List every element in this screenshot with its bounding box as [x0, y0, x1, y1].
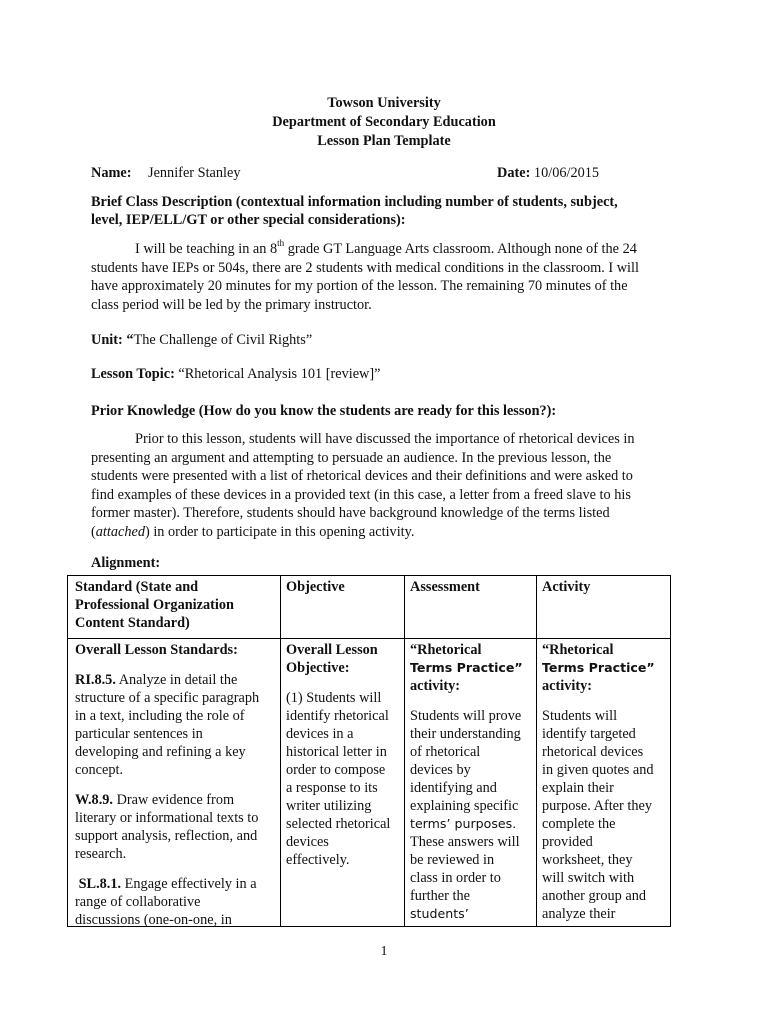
standard-line: range of collaborative	[75, 894, 201, 910]
class-description-heading-1: Brief Class Description (contextual information including number of students, subject,	[91, 194, 618, 210]
activity-line: another group and	[542, 888, 647, 904]
standard-code: W.8.9.	[75, 792, 114, 808]
class-description-line: class period will be led by the primary instructor.	[91, 296, 372, 313]
header-standard-line: Professional Organization	[75, 597, 234, 613]
class-description-text: grade GT Language Arts classroom. Although none of the 24	[284, 241, 637, 257]
standard-w	[75, 791, 277, 809]
alignment-label: Alignment:	[91, 555, 161, 571]
objective-title: Objective:	[286, 660, 350, 676]
standard-line: research.	[75, 846, 127, 862]
assessment-line: explaining specific	[410, 798, 519, 814]
date-field	[497, 164, 599, 182]
prior-knowledge-line: presenting an argument and attempting to persuade an audience. In the previous lesson, the	[91, 449, 612, 466]
assessment-line: their understanding	[410, 726, 521, 742]
lesson-topic-label: Lesson Topic:	[91, 366, 179, 382]
document-title: Lesson Plan Template	[317, 133, 451, 149]
standard-text: Draw evidence from	[113, 792, 235, 808]
prior-knowledge-text: ) in order to participate in this opening activity.	[145, 523, 415, 540]
standard-line: discussions (one-on-one, in	[75, 912, 232, 928]
assessment-cell	[410, 641, 534, 923]
prior-knowledge-heading: Prior Knowledge (How do you know the students are ready for this lesson?):	[91, 403, 557, 419]
assessment-line: These answers will	[410, 834, 520, 850]
assessment-line: further the	[410, 888, 470, 904]
table-divider	[536, 576, 537, 926]
objective-line: selected rhetorical	[286, 816, 391, 832]
standard-sl	[75, 875, 277, 893]
prior-knowledge-line: students were presented with a list of rhetorical devices and their definitions and were asked to	[91, 468, 633, 484]
assessment-line: class in order to	[410, 870, 501, 886]
lesson-topic-value: “Rhetorical Analysis 101 [review]”	[178, 366, 381, 382]
unit-label: Unit: “	[91, 332, 134, 348]
class-description-line: students have IEPs or 504s, there are 2 students with medical conditions in the classroom. I will	[91, 259, 639, 276]
standard-text: Engage effectively in a	[121, 876, 257, 892]
activity-line: explain their	[542, 780, 614, 796]
activity-line: purpose. After they	[542, 798, 652, 814]
standards-title: Overall Lesson Standards:	[75, 642, 238, 658]
header-assessment: Assessment	[410, 579, 480, 595]
assessment-line: devices by	[410, 762, 471, 778]
activity-line: rhetorical devices	[542, 744, 644, 760]
objective-line: order to compose	[286, 762, 386, 778]
objective-line: a response to its	[286, 780, 378, 796]
assessment-line: of rhetorical	[410, 744, 481, 760]
assessment-line: identifying and	[410, 780, 497, 796]
date-value: 10/06/2015	[533, 165, 600, 181]
standard-line: support analysis, reflection, and	[75, 828, 258, 844]
alignment-table	[67, 575, 671, 927]
prior-knowledge-line: find examples of these devices in a provided text (in this case, a letter from a freed slave to his	[91, 486, 631, 503]
activity-line: worksheet, they	[542, 852, 633, 868]
objective-line: devices	[286, 834, 329, 850]
attached-emphasis: attached	[95, 523, 145, 540]
objective-line: identify rhetorical	[286, 708, 389, 724]
objective-title: Overall Lesson	[286, 642, 378, 658]
activity-line: complete the	[542, 816, 616, 832]
prior-knowledge-line: former master). Therefore, students should have background knowledge of the terms listed	[91, 505, 610, 521]
unit-line	[91, 331, 312, 349]
objective-line: effectively.	[286, 852, 350, 868]
class-description-line: have approximately 20 minutes for my portion of the lesson. The remaining 70 minutes of the	[91, 278, 628, 294]
header-objective: Objective	[286, 579, 345, 595]
assessment-title: “Rhetorical	[410, 642, 482, 658]
university-name: Towson University	[327, 95, 441, 111]
standard-line: concept.	[75, 762, 124, 778]
assessment-line: terms’ purposes.	[410, 816, 517, 831]
standard-line: structure of a specific paragraph	[75, 690, 260, 706]
objective-line: (1) Students will	[286, 690, 382, 706]
class-description-body	[91, 240, 671, 314]
standard-line: particular sentences in	[75, 726, 203, 742]
class-description-heading-2: level, IEP/ELL/GT or other special considerations):	[91, 212, 406, 228]
objective-line: devices in a	[286, 726, 354, 742]
header-activity: Activity	[542, 579, 591, 595]
header-standard-line: Content Standard)	[75, 615, 190, 631]
table-divider	[280, 576, 281, 926]
prior-knowledge-text: Prior to this lesson, students will have discussed the importance of rhetorical devices in	[135, 431, 635, 447]
table-divider	[68, 638, 670, 639]
assessment-title: Terms Practice”	[410, 660, 523, 675]
table-divider	[404, 576, 405, 926]
activity-cell	[542, 641, 668, 923]
objective-line: writer utilizing	[286, 798, 372, 814]
activity-line: identify targeted	[542, 726, 636, 742]
department-name: Department of Secondary Education	[272, 114, 496, 130]
standard-code: SL.8.1.	[78, 876, 122, 892]
standard-code: RI.8.5.	[75, 672, 116, 688]
assessment-line: be reviewed in	[410, 852, 495, 868]
name-label: Name:	[91, 165, 132, 181]
standard-ri	[75, 671, 277, 689]
activity-title: “Rhetorical	[542, 642, 614, 658]
prior-knowledge-line	[91, 430, 671, 449]
standard-line: developing and refining a key	[75, 744, 246, 760]
lesson-topic-line	[91, 365, 380, 383]
objective-line: historical letter in	[286, 744, 387, 760]
activity-line: will switch with	[542, 870, 635, 886]
assessment-line: students’	[410, 906, 469, 921]
activity-title: activity:	[542, 678, 593, 694]
class-description-line	[91, 240, 671, 259]
date-label: Date:	[497, 165, 531, 181]
objective-cell	[286, 641, 402, 869]
unit-value: The Challenge of Civil Rights”	[133, 332, 313, 348]
ordinal-suffix: th	[277, 238, 285, 249]
prior-knowledge-line	[91, 523, 671, 542]
activity-line: in given quotes and	[542, 762, 654, 778]
standards-cell	[75, 641, 277, 929]
assessment-line: Students will prove	[410, 708, 522, 724]
name-value: Jennifer Stanley	[148, 165, 241, 181]
prior-knowledge-body	[91, 430, 671, 541]
class-description-text: I will be teaching in an 8	[135, 241, 278, 257]
activity-line: Students will	[542, 708, 618, 724]
header-standard-line: Standard (State and	[75, 579, 199, 595]
activity-line: provided	[542, 834, 593, 850]
standard-text: Analyze in detail the	[115, 672, 238, 688]
assessment-title: activity:	[410, 678, 461, 694]
standard-line: literary or informational texts to	[75, 810, 259, 826]
activity-title: Terms Practice”	[542, 660, 655, 675]
page-number: 1	[380, 944, 388, 959]
prior-knowledge-text: (	[91, 523, 96, 540]
standard-line: in a text, including the role of	[75, 708, 245, 724]
header-standard	[75, 578, 275, 632]
activity-line: analyze their	[542, 906, 616, 922]
